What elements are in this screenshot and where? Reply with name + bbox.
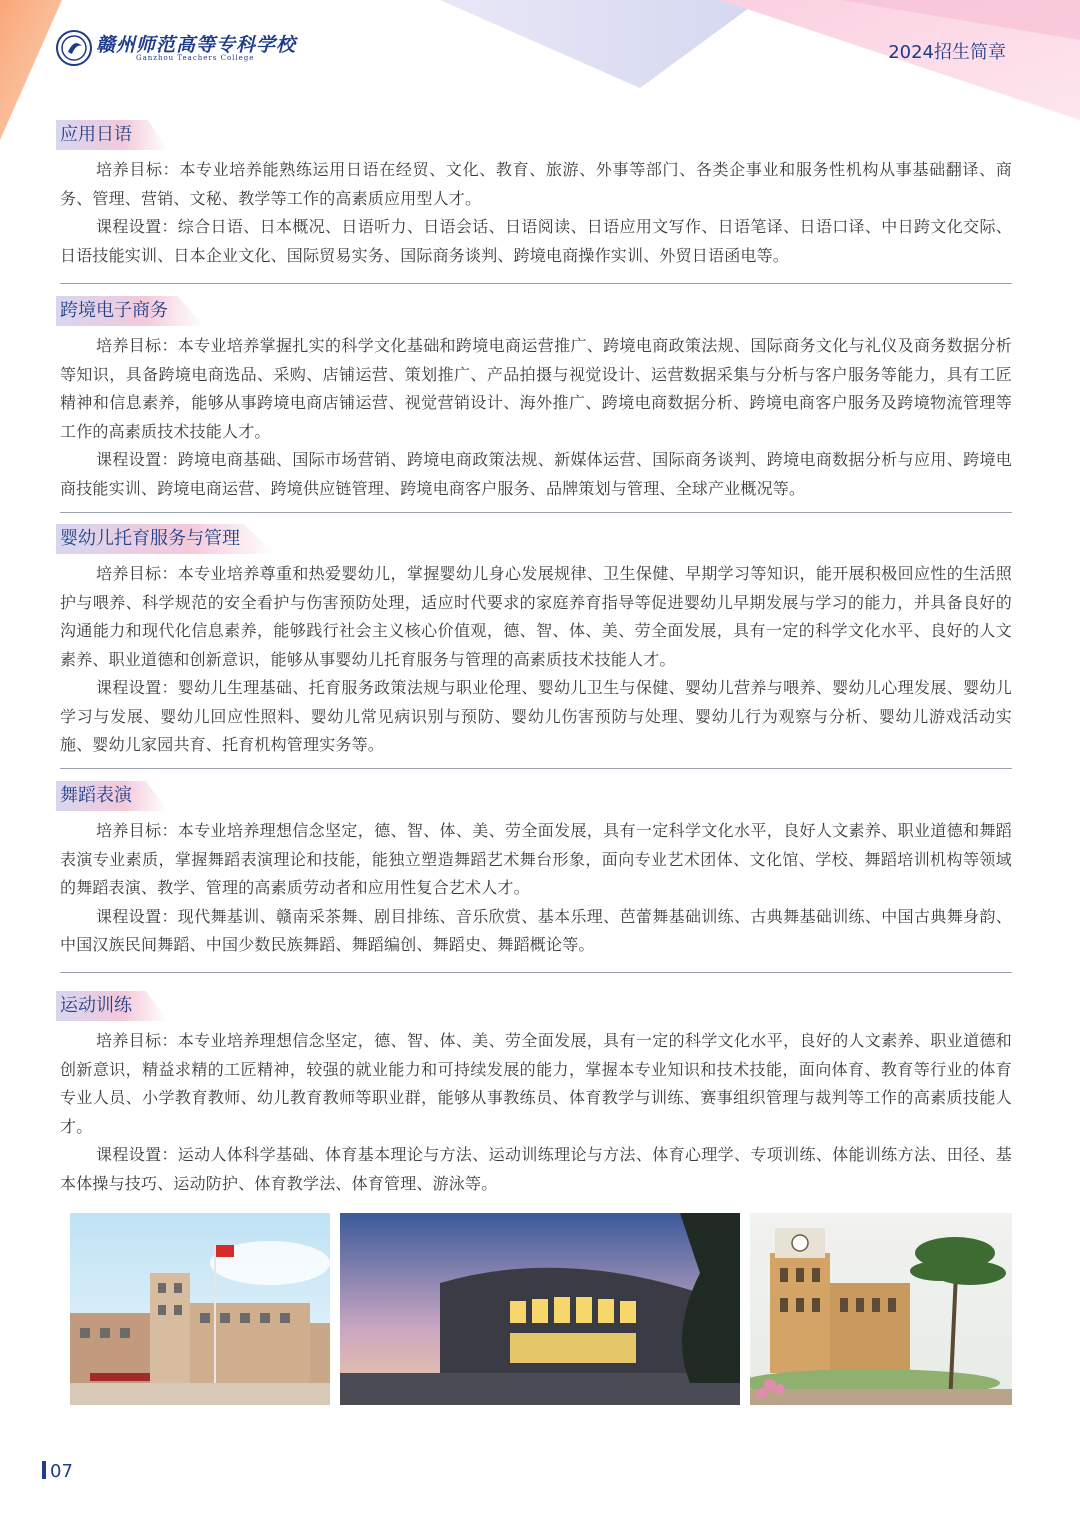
section-title: 应用日语 (60, 120, 172, 150)
training-goal: 培养目标：本专业培养理想信念坚定，德、智、体、美、劳全面发展，具有一定科学文化水平，良好人文素养、职业道德和舞蹈表演专业素质，掌握舞蹈表演理论和技能，能独立塑造舞蹈艺术舞台形象，面向专业艺术团体、文化馆、学校、舞蹈培训机构等领域的舞蹈表演、教学、管理的高素质劳动者和应用性复合艺术人才。 (60, 821, 1012, 897)
course-setting: 课程设置：跨境电商基础、国际市场营销、跨境电商政策法规、新媒体运营、国际商务谈判、跨境电商数据分析与应用、跨境电商技能实训、跨境电商运营、跨境供应链管理、跨境电商客户服务、品牌策划与管理、全球产业概况等。 (60, 450, 1012, 498)
training-goal: 培养目标：本专业培养理想信念坚定，德、智、体、美、劳全面发展，具有一定的科学文化水平，良好的人文素养、职业道德和创新意识，精益求精的工匠精神，较强的就业能力和可持续发展的能力，掌握本专业知识和技术技能，面向体育、教育等行业的体育专业人员、小学教育教师、幼儿教育教师等职业群，能够从事教练员、体育教学与训练、赛事组织管理与裁判等工作的高素质技能人才。 (60, 1031, 1012, 1136)
school-name-cn: 赣州师范高等专科学校 (96, 34, 297, 56)
campus-night-hall-photo (340, 1213, 740, 1405)
section-dance-performance (60, 781, 1012, 960)
section-divider (60, 768, 1012, 769)
document-title: 2024招生简章 (888, 42, 1006, 63)
campus-flag-building-photo (70, 1213, 330, 1405)
course-setting: 课程设置：运动人体科学基础、体育基本理论与方法、运动训练理论与方法、体育心理学、专项训练、体能训练方法、田径、基本体操与技巧、运动防护、体育教学法、体育管理、游泳等。 (60, 1145, 1012, 1193)
campus-clock-tower-photo (750, 1213, 1012, 1405)
course-setting: 课程设置：现代舞基训、赣南采茶舞、剧目排练、音乐欣赏、基本乐理、芭蕾舞基础训练、古典舞基础训练、中国古典舞身韵、中国汉族民间舞蹈、中国少数民族舞蹈、舞蹈编创、舞蹈史、舞蹈概论等。 (60, 906, 1012, 954)
section-sports-training (60, 991, 1012, 1198)
training-goal: 培养目标：本专业培养能熟练运用日语在经贸、文化、教育、旅游、外事等部门、各类企事业和服务性机构从事基础翻译、商务、管理、营销、文秘、教学等工作的高素质应用型人才。 (60, 160, 1012, 208)
school-logo (56, 30, 297, 66)
training-goal: 培养目标：本专业培养掌握扎实的科学文化基础和跨境电商运营推广、跨境电商政策法规、国际商务文化与礼仪及商务数据分析等知识，具备跨境电商选品、采购、店铺运营、策划推广、产品拍摄与视觉设计、运营数据采集与分析与客户服务等能力，具有工匠精神和信息素养，能够从事跨境电商店铺运营、视觉营销设计、海外推广、跨境电商数据分析、跨境电商客户服务及跨境物流管理等工作的高素质技术技能人才。 (60, 336, 1012, 441)
section-title: 运动训练 (60, 991, 172, 1021)
section-title: 婴幼儿托育服务与管理 (60, 524, 280, 554)
section-title: 舞蹈表演 (60, 781, 172, 811)
section-infant-care (60, 524, 1012, 760)
school-name-en: Ganzhou Teachers College (136, 54, 255, 62)
course-setting: 课程设置：综合日语、日本概况、日语听力、日语会话、日语阅读、日语应用文写作、日语笔译、日语口译、中日跨文化交际、日语技能实训、日本企业文化、国际贸易实务、国际商务谈判、跨境电商操作实训、外贸日语函电等。 (60, 217, 1012, 265)
page-number-bar (42, 1461, 46, 1479)
section-title: 跨境电子商务 (60, 296, 208, 326)
section-divider (60, 512, 1012, 513)
school-emblem-icon (56, 30, 92, 66)
section-cross-border-ecommerce (60, 296, 1012, 503)
course-setting: 课程设置：婴幼儿生理基础、托育服务政策法规与职业伦理、婴幼儿卫生与保健、婴幼儿营养与喂养、婴幼儿心理发展、婴幼儿学习与发展、婴幼儿回应性照料、婴幼儿常见病识别与预防、婴幼儿伤害预防与处理、婴幼儿行为观察与分析、婴幼儿游戏活动实施、婴幼儿家园共育、托育机构管理实务等。 (60, 678, 1012, 754)
section-divider (60, 283, 1012, 284)
page-number: 07 (42, 1460, 73, 1484)
section-applied-japanese (60, 120, 1012, 270)
training-goal: 培养目标：本专业培养尊重和热爱婴幼儿，掌握婴幼儿身心发展规律、卫生保健、早期学习等知识，能开展积极回应性的生活照护与喂养、科学规范的安全看护与伤害预防处理，适应时代要求的家庭养育指导等促进婴幼儿早期发展与学习的能力，并具备良好的沟通能力和现代化信息素养，能够践行社会主义核心价值观，德、智、体、美、劳全面发展，具有一定的科学文化水平、良好的人文素养、职业道德和创新意识，能够从事婴幼儿托育服务与管理的高素质技术技能人才。 (60, 564, 1012, 669)
section-divider (60, 972, 1012, 973)
